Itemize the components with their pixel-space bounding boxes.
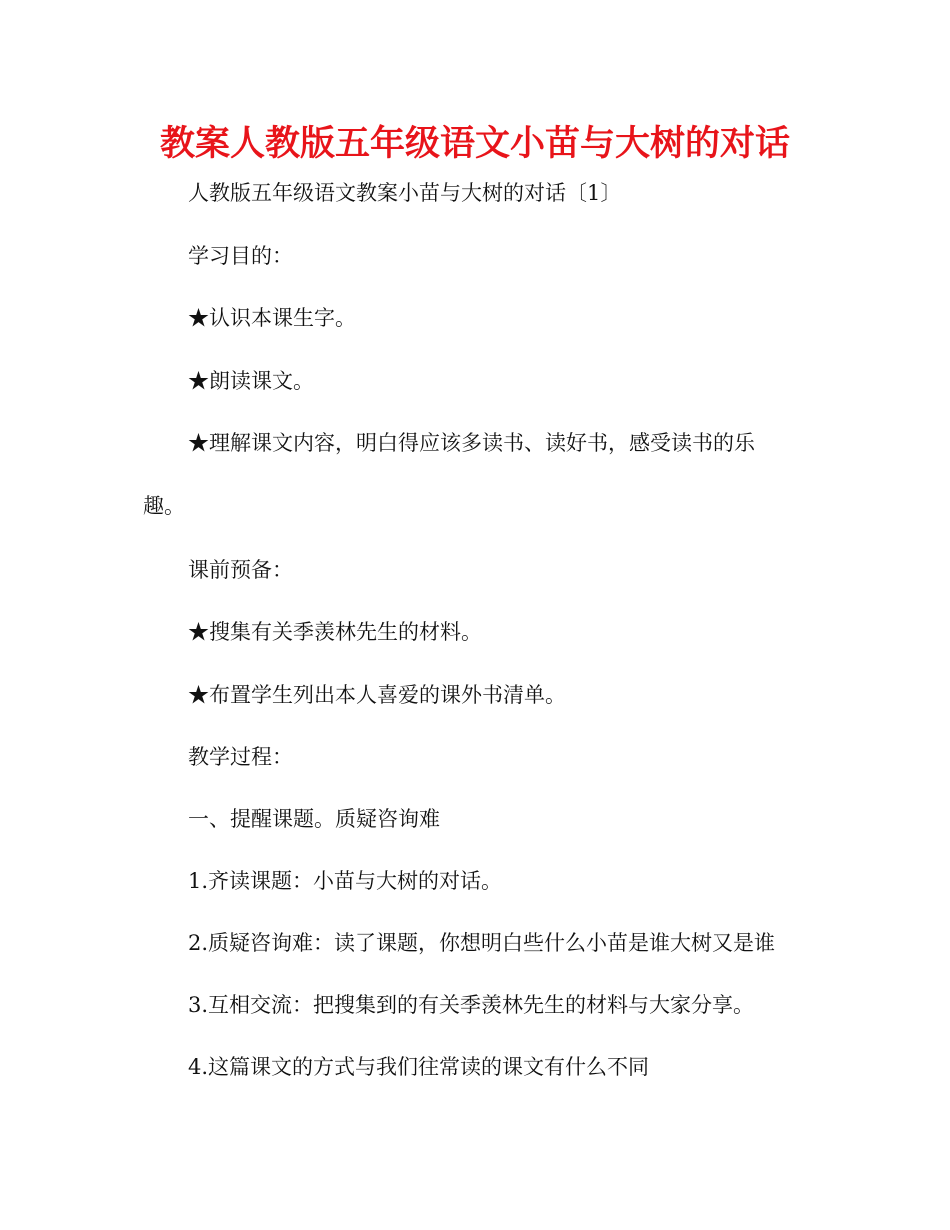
process-step-item: 2.质疑咨询难：读了课题，你想明白些什么小苗是谁大树又是谁	[188, 931, 776, 955]
process-step-heading: 一、提醒课题。质疑咨询难	[188, 807, 440, 831]
preparation-item: ★搜集有关季羡林先生的材料。	[188, 620, 482, 644]
objective-item: ★朗读课文。	[188, 369, 314, 393]
section-heading-process: 教学过程：	[188, 745, 293, 769]
objective-item-continuation: 趣。	[143, 494, 185, 518]
objective-item: ★理解课文内容，明白得应该多读书、读好书，感受读书的乐	[188, 431, 755, 455]
subtitle-line: 人教版五年级语文教案小苗与大树的对话〔1〕	[188, 181, 622, 205]
process-step-item: 3.互相交流：把搜集到的有关季羡林先生的材料与大家分享。	[188, 993, 755, 1017]
objective-item: ★认识本课生字。	[188, 306, 356, 330]
process-step-item: 1.齐读课题：小苗与大树的对话。	[188, 869, 503, 893]
process-step-item: 4.这篇课文的方式与我们往常读的课文有什么不同	[188, 1055, 650, 1079]
section-heading-preparation: 课前预备：	[188, 558, 293, 582]
section-heading-objectives: 学习目的：	[188, 244, 293, 268]
preparation-item: ★布置学生列出本人喜爱的课外书清单。	[188, 683, 566, 707]
document-title: 教案人教版五年级语文小苗与大树的对话	[159, 124, 790, 164]
